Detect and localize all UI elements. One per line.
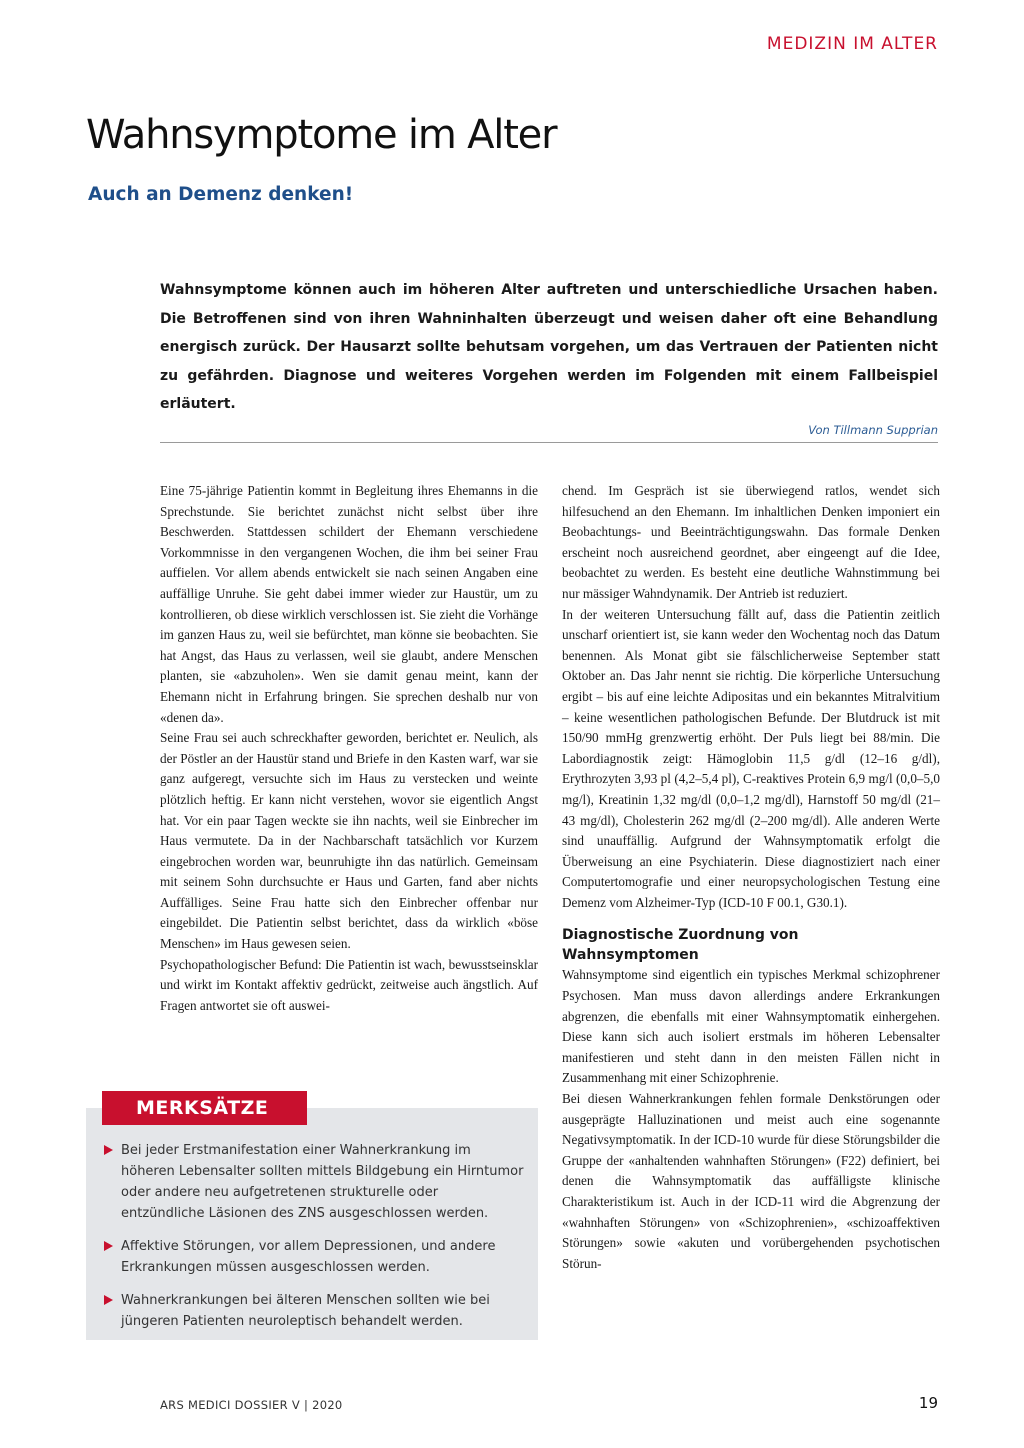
list-item-text: Wahnerkrankungen bei älteren Menschen sollten wie bei jüngeren Patienten neuroleptisch behandelt werden.: [121, 1293, 490, 1329]
list-item: [104, 1140, 524, 1224]
section-label: MEDIZIN IM ALTER: [766, 34, 938, 54]
article-title: Wahnsymptome im Alter: [86, 112, 557, 158]
triangle-bullet-icon: [104, 1295, 113, 1305]
triangle-bullet-icon: [104, 1241, 113, 1251]
body-paragraph: In der weiteren Untersuchung fällt auf, dass die Patientin zeitlich unscharf orientiert ist, sie kann weder den Wochentag noch das Datum benennen. Als Monat gibt sie fälschlicherweise September statt Oktober an. Das Jahr nennt sie richtig. Die körperliche Untersuchung ergibt – bis auf eine leichte Adipositas und ein bekanntes Mitralvitium – keine wesentlichen pathologischen Befunde. Der Blutdruck ist mit 150/90 mmHg grenzwertig erhöht. Der Puls liegt bei 88/min. Die Labordiagnostik zeigt: Hämoglobin 11,5 g/dl (12–16 g/dl), Erythrozyten 3,93 pl (4,2–5,4 pl), C-reaktives Protein 6,9 mg/l (0,0–5,0 mg/l), Kreatinin 1,32 mg/dl (0,0–1,2 mg/dl), Harnstoff 50 mg/dl (21–43 mg/dl), Cholesterin 262 mg/dl (2–200 mg/dl). Alle anderen Werte sind unauffällig. Aufgrund der Wahnsymptomatik erfolgt die Überweisung an eine Psychiaterin. Diese diagnostiziert nach einer Computertomografie und einer neuropsychologischen Testung eine Demenz vom Alzheimer-Typ (ICD-10 F 00.1, G30.1).: [562, 606, 940, 910]
list-item-text: Bei jeder Erstmanifestation einer Wahnerkrankung im höheren Lebensalter sollten mittels Bildgebung ein Hirntumor oder andere neu aufgetretenen strukturelle oder entzündliche Läsionen des ZNS ausgeschlossen werden.: [121, 1143, 524, 1221]
divider-line: [160, 442, 938, 443]
body-paragraph: chend. Im Gespräch ist sie überwiegend ratlos, wendet sich hilfesuchend an den Ehemann. Im inhaltlichen Denken imponiert ein Beobachtungs- und Beeinträchtigungswahn. Das formale Denken erscheint noch ausreichend geordnet, aber eingeengt auf die Idee, beobachtet zu werden. Es besteht eine deutliche Wahnstimmung bei nur mässiger Wahndynamik. Der Antrieb ist reduziert.: [562, 483, 940, 601]
list-item-text: Affektive Störungen, vor allem Depressionen, und andere Erkrankungen müssen ausgeschlossen werden.: [121, 1239, 496, 1275]
merksaetze-label: MERKSÄTZE: [102, 1091, 307, 1125]
body-paragraph: Wahnsymptome sind eigentlich ein typisches Merkmal schizophrener Psychosen. Man muss davon allerdings andere Erkrankungen abgrenzen, die ebenfalls mit einer Wahnsymptomatik einhergehen. Diese kann sich auch isoliert erstmals im höheren Lebensalter manifestieren und steht dann in den meisten Fällen nicht in Zusammenhang mit einer Schizophrenie.: [562, 967, 940, 1086]
list-item: [104, 1290, 524, 1332]
body-paragraph: Eine 75-jährige Patientin kommt in Begleitung ihres Ehemanns in die Sprechstunde. Sie berichtet zunächst nicht selbst über ihre Beschwerden. Stattdessen schildert der Ehemann verschiedene Vorkommnisse in den vergangenen Wochen, die ihm bei seiner Frau auffielen. Vor allem abends entwickelt sie nach seinen Angaben eine auffällige Unruhe. Sie geht dabei immer wieder zur Haustür, um zu kontrollieren, ob diese wirklich verschlossen ist. Sie zieht die Vorhänge im ganzen Haus zu, weil sie befürchtet, man könne sie beobachten. Sie hat Angst, das Haus zu verlassen, weil sie glaubt, andere Menschen planten, sie «abzuholen». Wen sie damit genau meint, kann der Ehemann nicht in Erfahrung bringen. Sie sprechen deshalb nur von «denen da».: [160, 483, 538, 725]
body-paragraph: Bei diesen Wahnerkrankungen fehlen formale Denkstörungen oder ausgeprägte Halluzinationen und meist auch eine sogenannte Negativsymptomatik. In der ICD-10 wurde für diese Störungsbilder die Gruppe der «anhaltenden wahnhaften Störungen» (F22) definiert, bei denen die Wahnsymptomatik das auffälligste klinische Charakteristikum ist. Auch in der ICD-11 wird die Abgrenzung der «wahnhaften Störungen» von «Schizophrenien», «schizoaffektiven Störungen» sowie «akuten und vorübergehenden psychotischen Störun-: [562, 1091, 940, 1271]
list-item: [104, 1236, 524, 1278]
article-subtitle: Auch an Demenz denken!: [88, 184, 354, 205]
merksaetze-list: [104, 1140, 524, 1344]
body-paragraph: Psychopathologischer Befund: Die Patientin ist wach, bewusstseinsklar und wirkt im Kontakt affektiv gedrückt, zeitweise auch ängstlich. Auf Fragen antwortet sie oft auswei-: [160, 956, 538, 1013]
lead-paragraph: Wahnsymptome können auch im höheren Alter auftreten und unterschiedliche Ursachen haben. Die Betroffenen sind von ihren Wahninhalten überzeugt und weisen daher oft eine Behandlung energisch zurück. Der Hausarzt sollte behutsam vorgehen, um das Vertrauen der Patienten nicht zu gefährden. Diagnose und weiteres Vorgehen werden im Folgenden mit einem Fallbeispiel erläutert.: [160, 282, 938, 412]
text-column-left: [160, 481, 538, 1016]
section-heading: Diagnostische Zuordnung von Wahnsymptomen: [562, 927, 799, 964]
author-byline: Von Tillmann Supprian: [808, 423, 938, 437]
page-number: 19: [918, 1394, 938, 1412]
publication-footer: ARS MEDICI DOSSIER V | 2020: [160, 1398, 343, 1412]
body-paragraph: Seine Frau sei auch schreckhafter geworden, berichtet er. Neulich, als der Pöstler an der Haustür stand und Briefe in den Kasten warf, war sie ganz aufgeregt, versuchte sich im Haus zu verstecken und weinte plötzlich heftig. Er kann nicht verstehen, wovor sie eigentlich Angst hat. Vor ein paar Tagen weckte sie ihn nachts, weil sie Einbrecher im Haus vermutete. Da in der Nachbarschaft tatsächlich vor Kurzem eingebrochen worden war, beunruhigte ihn das natürlich. Gemeinsam mit seinem Sohn durchsuchte er Haus und Garten, fand aber nichts Auffälliges. Seine Frau hatte sich den Einbrecher offenbar nur eingebildet. Die Patientin selbst berichtet, dass da wirklich «böse Menschen» im Haus gewesen seien.: [160, 730, 538, 952]
text-column-right: [562, 481, 940, 1274]
triangle-bullet-icon: [104, 1145, 113, 1155]
